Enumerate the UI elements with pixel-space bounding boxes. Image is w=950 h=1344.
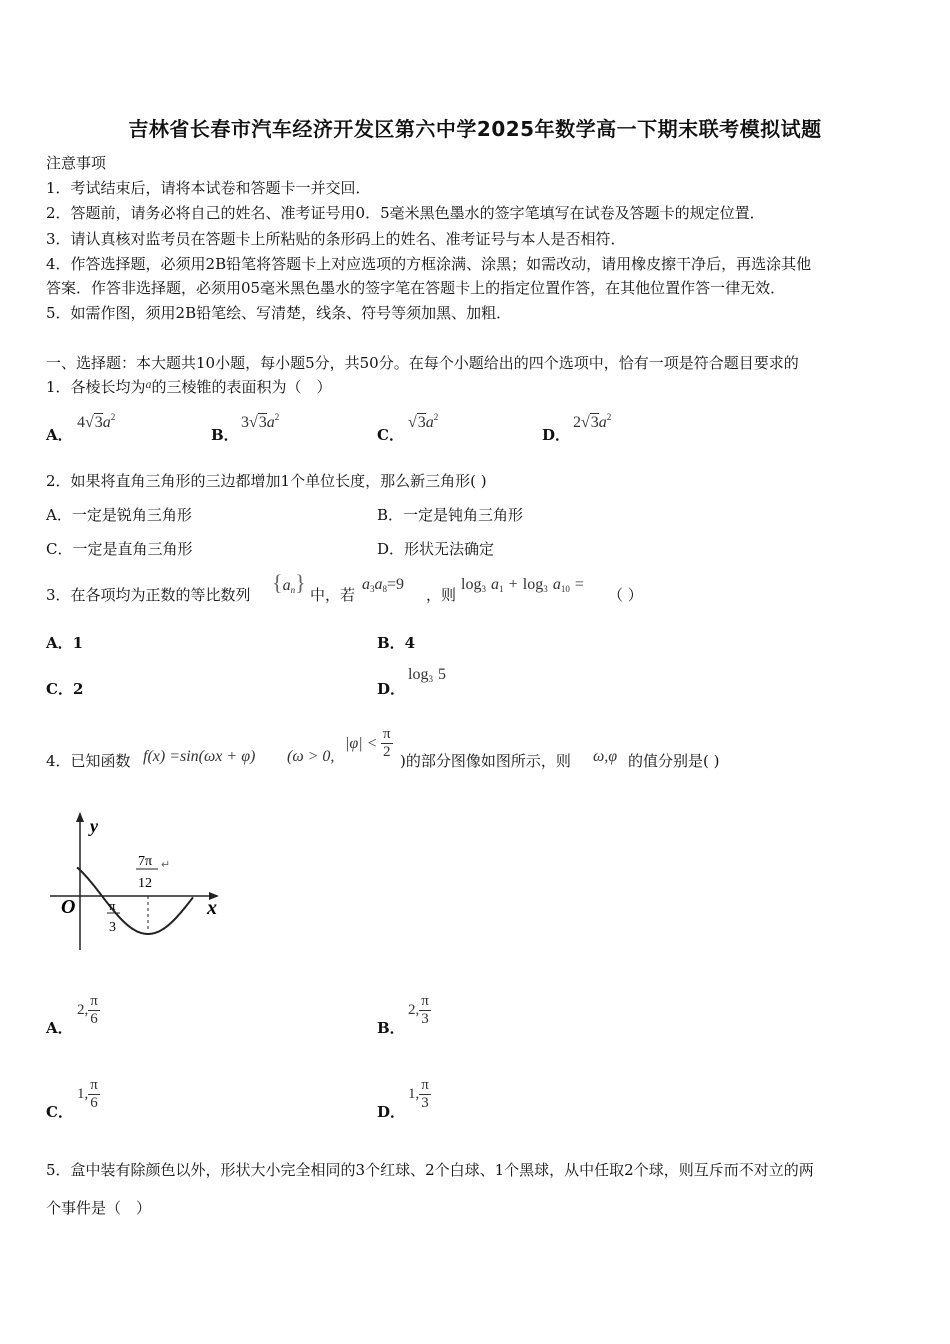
origin-label: O — [61, 896, 76, 918]
q1-option-b-value: $3√3a^2$ — [241, 412, 280, 431]
question-3-prefix: 3．在各项均为正数的等比数列 — [46, 586, 251, 604]
q1-option-a-value: $4√3a^2$ — [77, 412, 116, 431]
note-item: 1．考试结束后，请将本试卷和答题卡一并交回． — [46, 179, 371, 197]
q3-option-d-value: $\log_3 5$ — [408, 666, 447, 684]
q4-condition-omega: (ω > 0, — [287, 748, 335, 765]
sine-curve — [77, 867, 193, 934]
pi-third-num: π — [109, 898, 116, 913]
seven-pi-num: 7π — [138, 854, 153, 869]
q3-mid: 中，若 — [310, 586, 356, 604]
q3-then: ，则 — [426, 586, 457, 604]
q1-option-c-value: $√3a^2$ — [408, 412, 439, 431]
q4-option-d-label: D． — [377, 1103, 406, 1121]
section-heading: 一、选择题：本大题共10小题，每小题5分，共50分。在每个小题给出的四个选项中，恰有一项是符合题目要求的 — [46, 354, 799, 372]
q4-option-c-label: C． — [46, 1103, 73, 1121]
seven-pi-den: 12 — [138, 876, 152, 891]
note-item: 3．请认真核对监考员在答题卡上所粘贴的条形码上的姓名、准考证号与本人是否相符． — [46, 230, 626, 248]
q4-sine-graph — [45, 810, 235, 955]
note-item: 4．作答选择题，必须用2B铅笔将答题卡上对应选项的方框涂满、涂黑；如需改动，请用橡皮擦干净后，再选涂其他 — [46, 255, 812, 273]
q3-sequence: $\{a_n\}$ — [272, 570, 306, 595]
q1-option-a-label: A． — [46, 426, 73, 444]
question-1-stem: 1．各棱长均为$^a$的三棱锥的表面积为（ ） — [46, 377, 332, 396]
q4-vars: ω,φ — [593, 748, 618, 765]
q3-tail: （ ） — [608, 586, 643, 604]
question-5-line2: 个事件是（ ） — [46, 1199, 152, 1217]
q4-option-c-value: 1, $\frac{\pi}{6}$ — [77, 1077, 98, 1111]
page-title: 吉林省长春市汽车经济开发区第六中学2025年数学高一下期末联考模拟试题 — [128, 117, 822, 141]
question-2-stem: 2．如果将直角三角形的三边都增加1个单位长度，那么新三角形( ) — [46, 472, 487, 490]
note-item: 2．答题前，请务必将自己的姓名、准考证号用0．5毫米黑色墨水的签字笔填写在试卷及答题卡的规定位置． — [46, 204, 765, 222]
q4-suffix: )的部分图像如图所示，则 — [400, 752, 571, 770]
q4-option-a-label: A． — [46, 1019, 73, 1037]
question-5-line1: 5．盒中装有除颜色以外，形状大小完全相同的3个红球、2个白球、1个黑球，从中任取2个球，则互斥而不对立的两 — [46, 1161, 814, 1179]
note-item: 答案．作答非选择题，必须用05毫米黑色墨水的签字笔在答题卡上的指定位置作答，在其他位置作答一律无效． — [46, 279, 786, 297]
q4-option-b-value: 2, $\frac{\pi}{3}$ — [408, 993, 429, 1027]
notes-heading: 注意事项 — [46, 154, 107, 172]
x-label: x — [207, 897, 217, 919]
question-4-prefix: 4．已知函数 — [46, 752, 131, 770]
q3-expression: $\log_3 a_1 + \log_3 a_{10}$ = — [461, 576, 584, 594]
q4-option-b-label: B． — [377, 1019, 405, 1037]
q4-function: f(x) =sin(ωx + φ) — [143, 748, 256, 765]
q2-option-a: A．一定是锐角三角形 — [46, 506, 192, 524]
q4-condition-phi: |φ| < — [345, 735, 378, 752]
q3-option-b: B．4 — [377, 634, 416, 652]
q2-option-c: C．一定是直角三角形 — [46, 540, 193, 558]
q3-option-a: A．1 — [46, 634, 84, 652]
q1-option-d-value: $2√3a^2$ — [573, 412, 612, 431]
q4-option-a-value: 2, $\frac{\pi}{6}$ — [77, 993, 98, 1027]
note-item: 5．如需作图，须用2B铅笔绘、写清楚，线条、符号等须加黑、加粗． — [46, 304, 512, 322]
q4-suffix2: 的值分别是( ) — [628, 752, 720, 770]
q3-condition: $a_3a_8=9$ — [362, 576, 405, 594]
q3-option-c: C．2 — [46, 680, 84, 698]
q1-option-c-label: C． — [377, 426, 404, 444]
y-axis-arrow-icon — [76, 812, 84, 822]
q1-option-d-label: D． — [542, 426, 571, 444]
q4-pi-half: $\frac{\pi}{2}$ — [383, 726, 391, 760]
q1-option-b-label: B． — [211, 426, 239, 444]
q3-option-d-label: D． — [377, 680, 406, 698]
q2-option-d: D．形状无法确定 — [377, 540, 495, 558]
y-label: y — [90, 816, 98, 836]
q4-option-d-value: 1, $\frac{\pi}{3}$ — [408, 1077, 429, 1111]
return-mark: ↵ — [161, 859, 171, 871]
pi-third-den: 3 — [109, 920, 116, 935]
q2-option-b: B．一定是钝角三角形 — [377, 506, 524, 524]
